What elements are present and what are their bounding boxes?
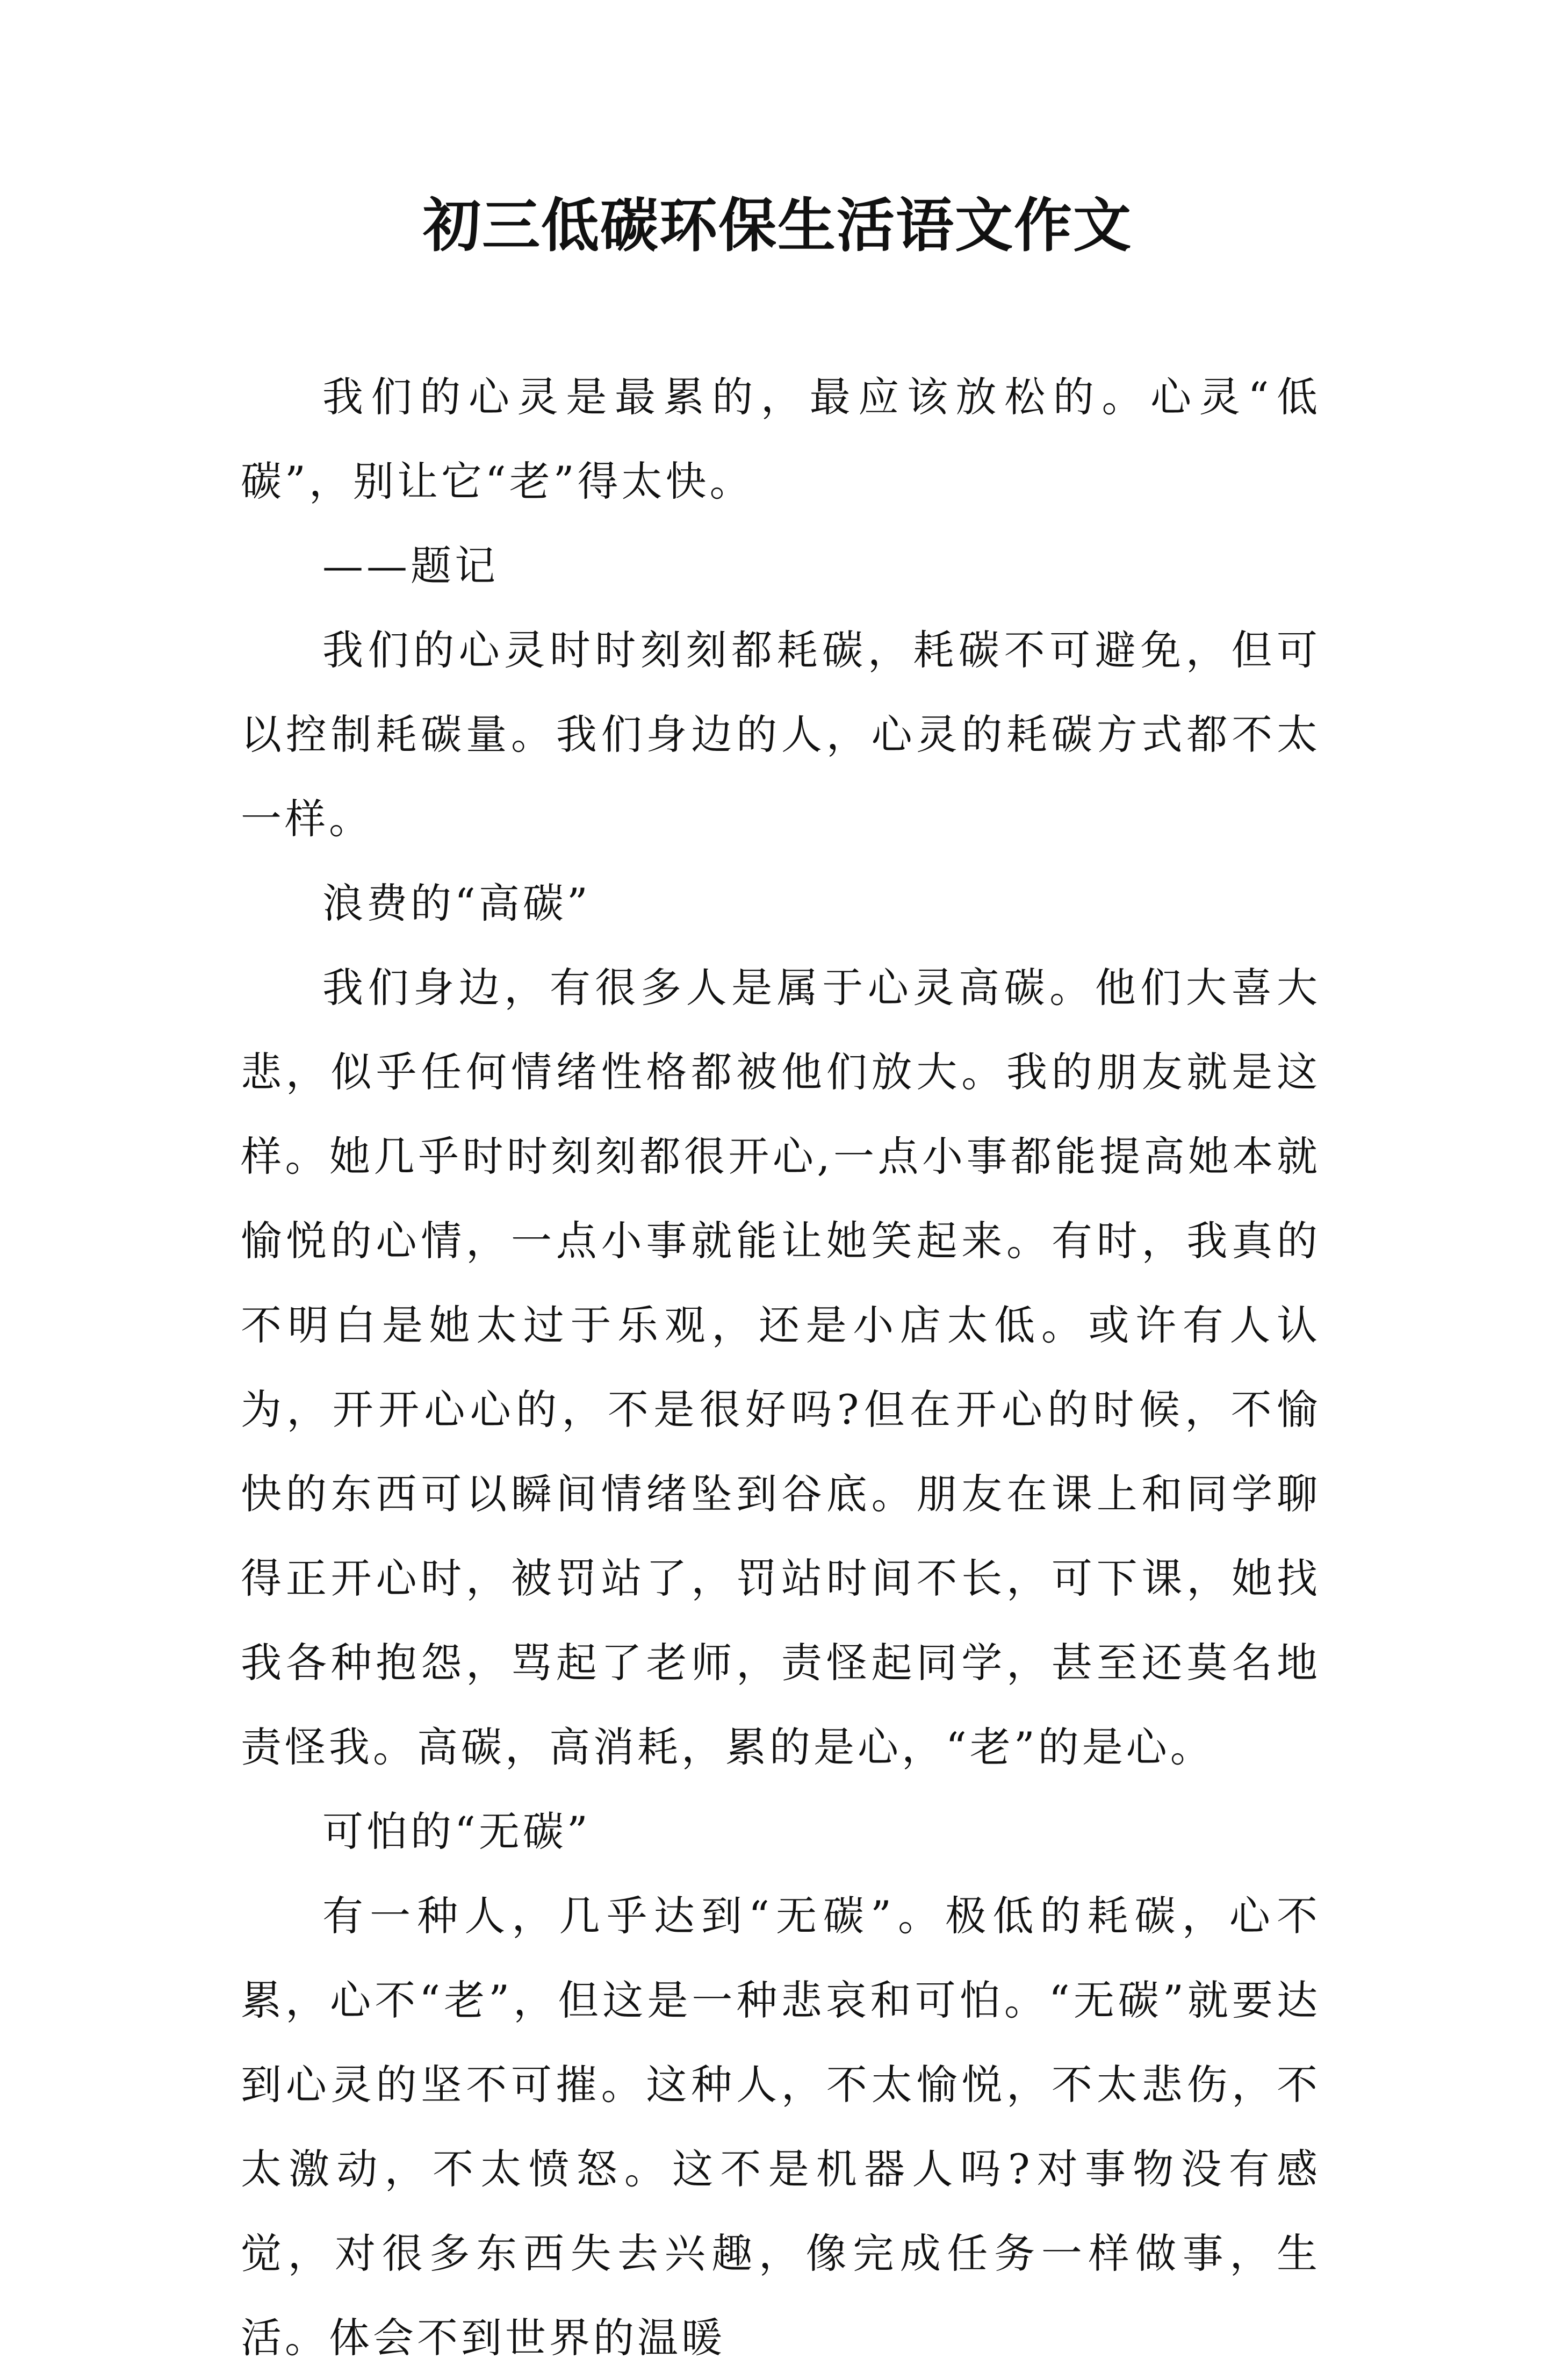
document-title: 初三低碳环保生活语文作文: [422, 192, 1132, 260]
body-paragraph: 我们的心灵时时刻刻都耗碳，耗碳不可避免，但可以控制耗碳量。我们身边的人，心灵的耗碳方式都不太一样。: [241, 626, 1321, 843]
section-heading-high-carbon: 浪费的“高碳”: [322, 879, 591, 927]
body-paragraph: 我们身边，有很多人是属于心灵高碳。他们大喜大悲，似乎任何情绪性格都被他们放大。我的朋友就是这样。她几乎时时刻刻都很开心,一点小事都能提高她本就愉悦的心情，一点小事就能让她笑起来。有时，我真的不明白是她太过于乐观，还是小店太低。或许有人认为，开开心心的，不是很好吗?但在开心的时候，不愉快的东西可以瞬间情绪坠到谷底。朋友在课上和同学聊得正开心时，被罚站了，罚站时间不长，可下课，她找我各种抱怨，骂起了老师，责怪起同学，甚至还莫名地责怪我。高碳，高消耗，累的是心，“老”的是心。: [241, 964, 1321, 1771]
section-heading-no-carbon: 可怕的“无碳”: [322, 1808, 591, 1855]
body-paragraph: 有一种人，几乎达到“无碳”。极低的耗碳，心不累，心不“老”，但这是一种悲哀和可怕。“无碳”就要达到心灵的坚不可摧。这种人，不太愉悦，不太悲伤，不太激动，不太愤怒。这不是机器人吗?对事物没有感觉，对很多东西失去兴趣，像完成任务一样做事，生活。体会不到世界的温暖: [241, 1892, 1321, 2362]
epigraph-paragraph: 我们的心灵是最累的，最应该放松的。心灵“低碳”，别让它“老”得太快。: [241, 373, 1321, 505]
document-body: [241, 355, 1321, 2380]
epigraph-attribution: ——题记: [322, 542, 499, 590]
